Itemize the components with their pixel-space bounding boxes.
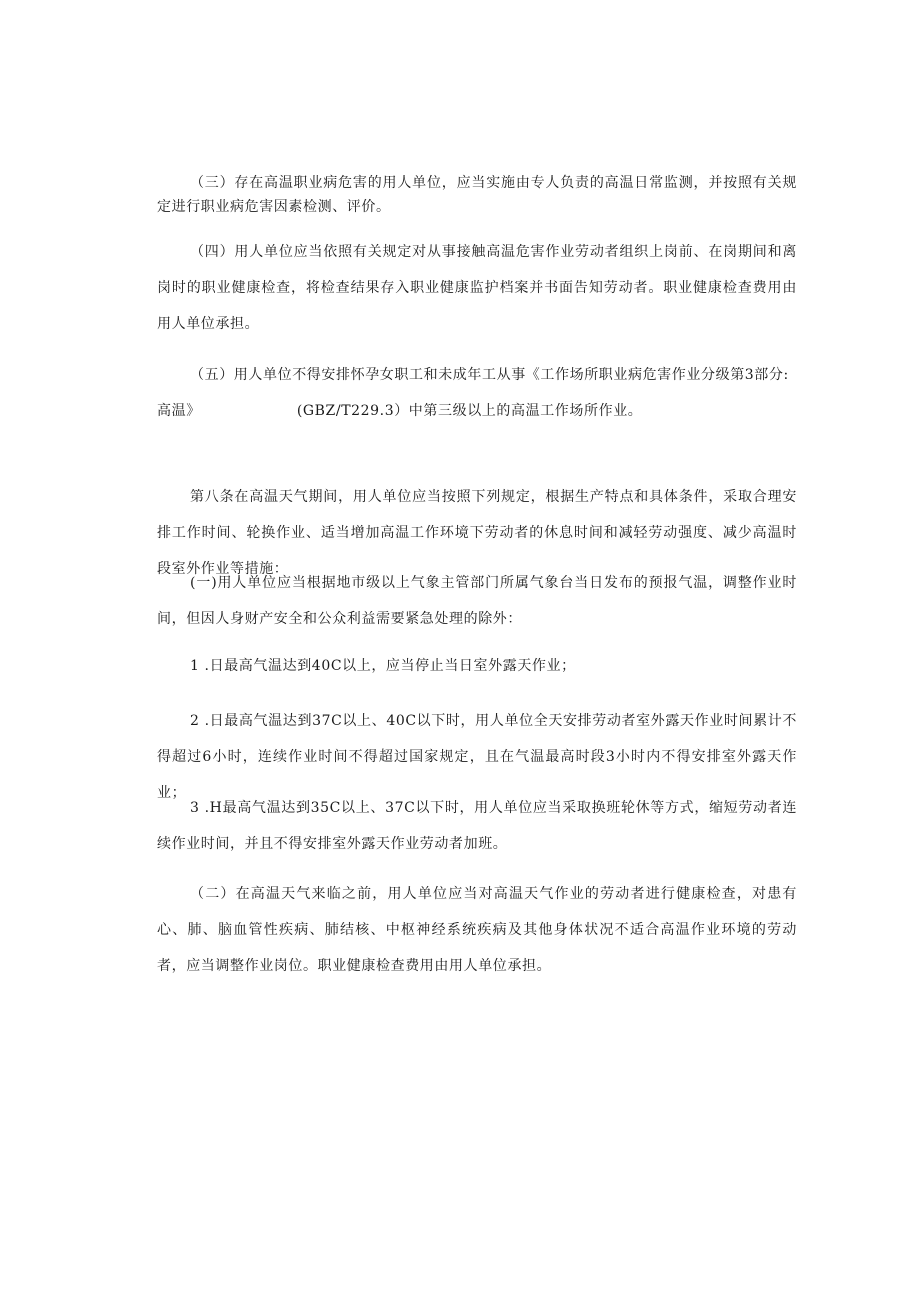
paragraph-item-3: （三）存在高温职业病危害的用人单位，应当实施由专人负责的高温日常监测，并按照有关规定进行职业病危害因素检测、评价。 — [157, 175, 797, 215]
measure-1-item-1: 1 .日最高气温达到40C以上，应当停止当日室外露天作业； — [190, 658, 576, 674]
measure-2: （二）在高温天气来临之前，用人单位应当对高温天气作业的劳动者进行健康检查，对患有心、肺、脑血管性疾病、肺结核、中枢神经系统疾病及其他身体状况不适合高温作业环境的劳动者，应当调整作业岗位。职业健康检查费用由用人单位承担。 — [157, 886, 797, 974]
measure-1-item-3: 3 .H最高气温达到35C以上、37C以下时，用人单位应当采取换班轮休等方式，缩短劳动者连续作业时间，并且不得安排室外露天作业劳动者加班。 — [157, 800, 797, 852]
paragraph-item-5-line-2 — [157, 393, 797, 429]
standard-code: (GBZ/T229.3）中第三级以上的高温工作场所作业。 — [296, 403, 643, 419]
paragraph-item-5 — [157, 357, 797, 429]
paragraph-item-4: （四）用人单位应当依照有关规定对从事接触高温危害作业劳动者组织上岗前、在岗期间和离岗时的职业健康检查，将检查结果存入职业健康监护档案并书面告知劳动者。职业健康检查费用由用人单位承担。 — [157, 244, 797, 332]
article-8: 第八条在高温天气期间，用人单位应当按照下列规定，根据生产特点和具体条件，采取合理安排工作时间、轮换作业、适当增加高温工作环境下劳动者的休息时间和减轻劳动强度、减少高温时段室外作业等措施： — [157, 489, 797, 577]
measure-1: (一)用人单位应当根据地市级以上气象主管部门所属气象台当日发布的预报气温，调整作业时间，但因人身财产安全和公众利益需要紧急处理的除外： — [157, 575, 797, 627]
standard-name-tail: 高温》 — [157, 403, 201, 419]
measure-1-item-2: 2 .日最高气温达到37C以上、40C以下时，用人单位全天安排劳动者室外露天作业时间累计不得超过6小时，连续作业时间不得超过国家规定，且在气温最高时段3小时内不得安排室外露天作业； — [157, 713, 797, 801]
paragraph-item-5-line-1: （五）用人单位不得安排怀孕女职工和未成年工从事《工作场所职业病危害作业分级第3部分: — [190, 367, 789, 383]
